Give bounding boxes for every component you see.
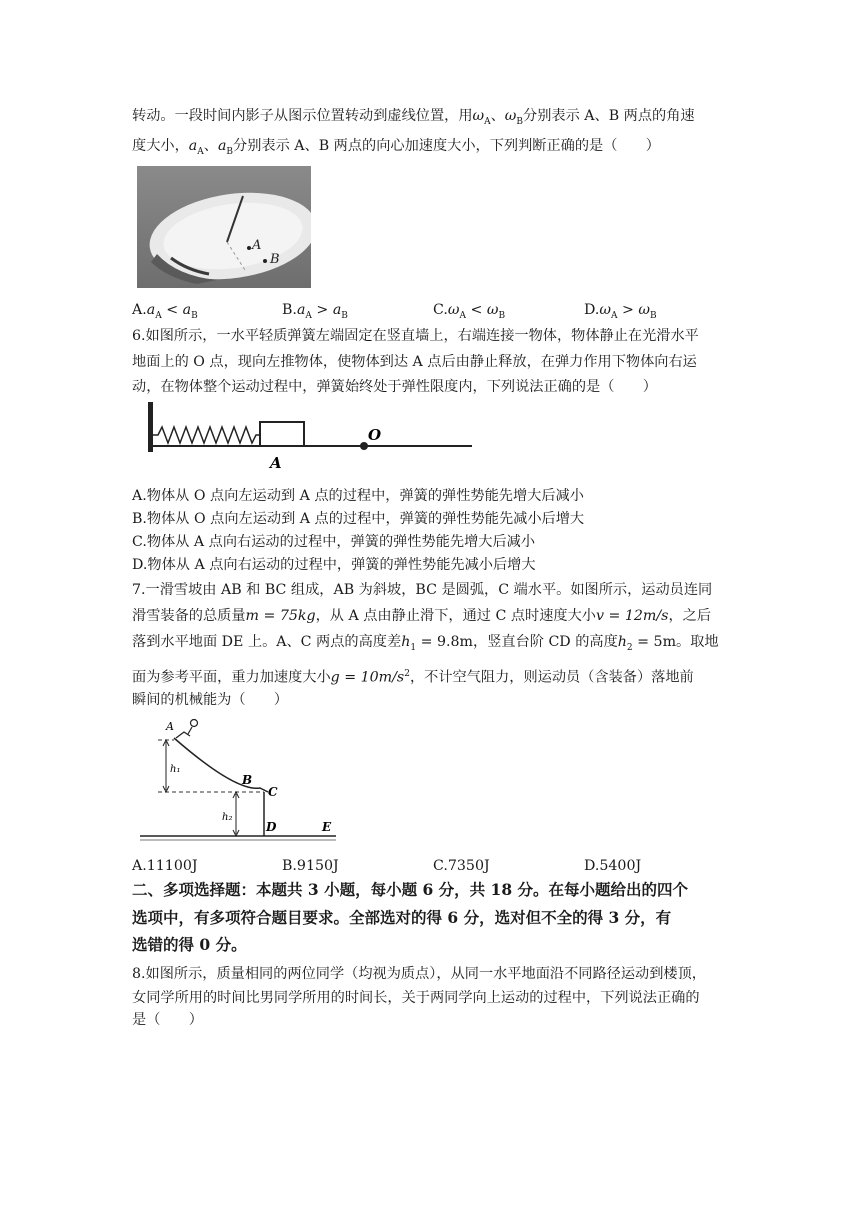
sundial-photo <box>137 166 311 288</box>
spring-diagram <box>138 400 474 476</box>
q5-option-b[interactable]: $B.a_A > a_B$ <box>282 302 348 321</box>
q8-line-2: 女同学所用的时间比男同学所用的时间长，关于两同学向上运动的过程中，下列说法正确的 <box>132 990 700 1006</box>
slope-label-e: E <box>322 820 332 834</box>
q5-line-1: 转动。一段时间内影子从图示位置转动到虚线位置，用$\omega_A$、$\omega_B$分别表示 A、B 两点的角速 <box>132 108 695 127</box>
q7-line-2: 滑雪装备的总质量m = 75kg，从 A 点由静止滑下，通过 C 点时速度大小v = 12m/s，之后 <box>132 608 712 624</box>
ski-slope-diagram <box>136 712 342 844</box>
q7-option-c[interactable]: C.7350J <box>433 858 490 874</box>
q6-option-d[interactable]: D.物体从 A 点向右运动的过程中，弹簧的弹性势能先减小后增大 <box>132 557 536 573</box>
slope-label-d: D <box>266 820 277 834</box>
q6-option-a[interactable]: A.物体从 O 点向左运动到 A 点的过程中，弹簧的弹性势能先增大后减小 <box>132 488 584 504</box>
q7-line-3: 落到水平地面 DE 上。A、C 两点的高度差$h_1 = 9.8m$，竖直台阶 CD 的高度$h_2 = 5m$。取地 <box>132 634 719 653</box>
q6-line-1: 6.如图所示，一水平轻质弹簧左端固定在竖直墙上，右端连接一物体，物体静止在光滑水平 <box>132 328 699 344</box>
q7-option-b[interactable]: B.9150J <box>282 858 339 874</box>
q7-option-d[interactable]: D.5400J <box>584 858 642 874</box>
slope-label-c: C <box>268 785 278 799</box>
q6-line-3: 动，在物体整个运动过程中，弹簧始终处于弹性限度内，下列说法正确的是（ ） <box>132 379 657 395</box>
q7-line-4: 面为参考平面，重力加速度大小$g = 10m/s^2$，不计空气阻力，则运动员（含装备）落地前 <box>132 669 694 686</box>
section2-line-3: 选错的得 0 分。 <box>132 935 247 954</box>
q5-line-2: 度大小，$a_A$、$a_B$分别表示 A、B 两点的向心加速度大小，下列判断正确的是（ ） <box>132 138 660 157</box>
q5-option-d[interactable]: $D.\omega_A > \omega_B$ <box>584 302 657 321</box>
q6-line-2: 地面上的 O 点，现向左推物体，使物体到达 A 点后由静止释放，在弹力作用下物体向右运 <box>132 354 697 370</box>
q6-option-c[interactable]: C.物体从 A 点向右运动的过程中，弹簧的弹性势能先增大后减小 <box>132 534 536 550</box>
photo-label-a: A <box>252 238 262 253</box>
slope-label-a: A <box>166 720 174 733</box>
q7-line-1: 7.一滑雪坡由 AB 和 BC 组成，AB 为斜坡，BC 是圆弧，C 端水平。如图所示，运动员连同 <box>132 582 713 598</box>
q5-option-c[interactable]: $C.\omega_A < \omega_B$ <box>433 302 506 321</box>
slope-label-h1: h₁ <box>170 764 181 775</box>
section2-line-2: 选项中，有多项符合题目要求。全部选对的得 6 分，选对但不全的得 3 分，有 <box>132 908 672 927</box>
q7-line-5: 瞬间的机械能为（ ） <box>132 692 289 708</box>
q5-option-a[interactable]: $A.a_A < a_B$ <box>132 302 198 321</box>
photo-label-b: B <box>270 252 280 267</box>
q7-option-a[interactable]: A.11100J <box>132 858 198 874</box>
slope-label-h2: h₂ <box>222 812 233 823</box>
q8-line-3: 是（ ） <box>132 1012 203 1028</box>
q6-option-b[interactable]: B.物体从 O 点向左运动到 A 点的过程中，弹簧的弹性势能先减小后增大 <box>132 511 585 527</box>
label-a: A <box>270 454 282 472</box>
section2-line-1: 二、多项选择题：本题共 3 小题，每小题 6 分，共 18 分。在每小题给出的四个 <box>132 880 689 899</box>
q8-line-1: 8.如图所示，质量相同的两位同学（均视为质点），从同一水平地面沿不同路径运动到楼顶， <box>132 966 706 982</box>
slope-label-b: B <box>242 773 253 787</box>
label-o: O <box>368 426 382 444</box>
